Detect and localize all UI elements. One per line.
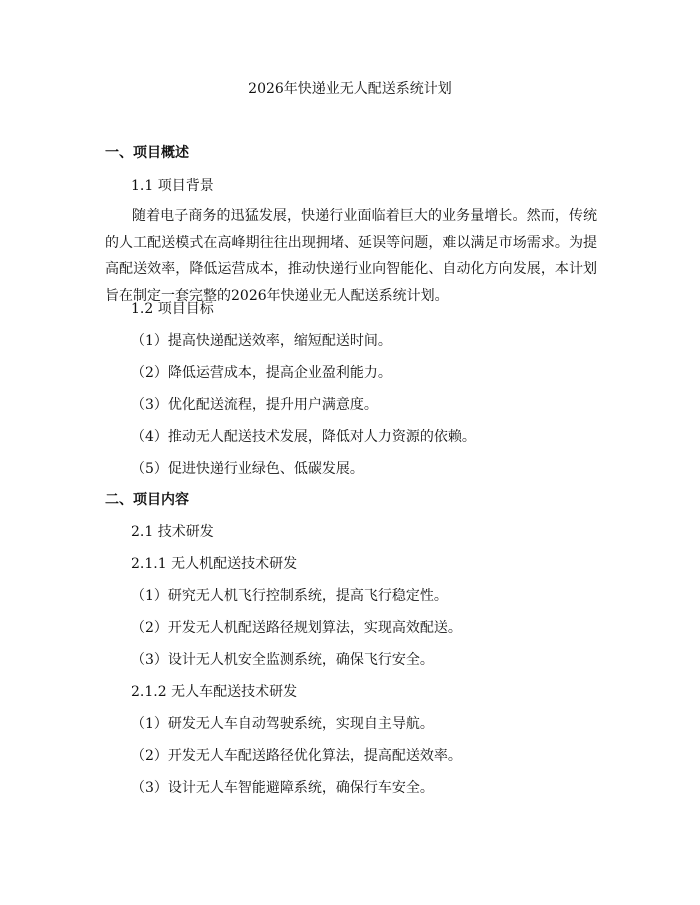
subsubsection-heading-vehicle: 2.1.2 无人车配送技术研发 — [131, 684, 298, 700]
section-heading-content: 二、项目内容 — [105, 492, 189, 508]
goal-item-3: （3）优化配送流程，提升用户满意度。 — [131, 397, 378, 413]
goal-item-1: （1）提高快递配送效率，缩短配送时间。 — [131, 333, 392, 349]
drone-item-2: （2）开发无人机配送路径规划算法，实现高效配送。 — [131, 620, 462, 636]
goal-item-5: （5）促进快递行业绿色、低碳发展。 — [131, 461, 364, 477]
drone-item-3: （3）设计无人机安全监测系统，确保飞行安全。 — [131, 652, 434, 668]
subsection-heading-rnd: 2.1 技术研发 — [131, 524, 214, 540]
goal-item-2: （2）降低运营成本，提高企业盈利能力。 — [131, 365, 392, 381]
background-paragraph: 随着电子商务的迅猛发展，快递行业面临着巨大的业务量增长。然而，传统的人工配送模式在高峰期往往出现拥堵、延误等问题，难以满足市场需求。为提高配送效率，降低运营成本，推动快递行业向智能化、自动化方向发展，本计划旨在制定一套完整的2026年快递业无人配送系统计划。 — [105, 208, 597, 304]
vehicle-item-2: （2）开发无人车配送路径优化算法，提高配送效率。 — [131, 748, 462, 764]
section-heading-overview: 一、项目概述 — [105, 145, 189, 161]
document-title: 2026年快递业无人配送系统计划 — [248, 81, 452, 97]
vehicle-item-1: （1）研发无人车自动驾驶系统，实现自主导航。 — [131, 716, 434, 732]
subsection-heading-background: 1.1 项目背景 — [131, 178, 214, 194]
drone-item-1: （1）研究无人机飞行控制系统，提高飞行稳定性。 — [131, 588, 448, 604]
goal-item-4: （4）推动无人配送技术发展，降低对人力资源的依赖。 — [131, 429, 476, 445]
subsection-heading-goals: 1.2 项目目标 — [131, 301, 214, 317]
subsubsection-heading-drone: 2.1.1 无人机配送技术研发 — [131, 556, 298, 572]
vehicle-item-3: （3）设计无人车智能避障系统，确保行车安全。 — [131, 780, 434, 796]
